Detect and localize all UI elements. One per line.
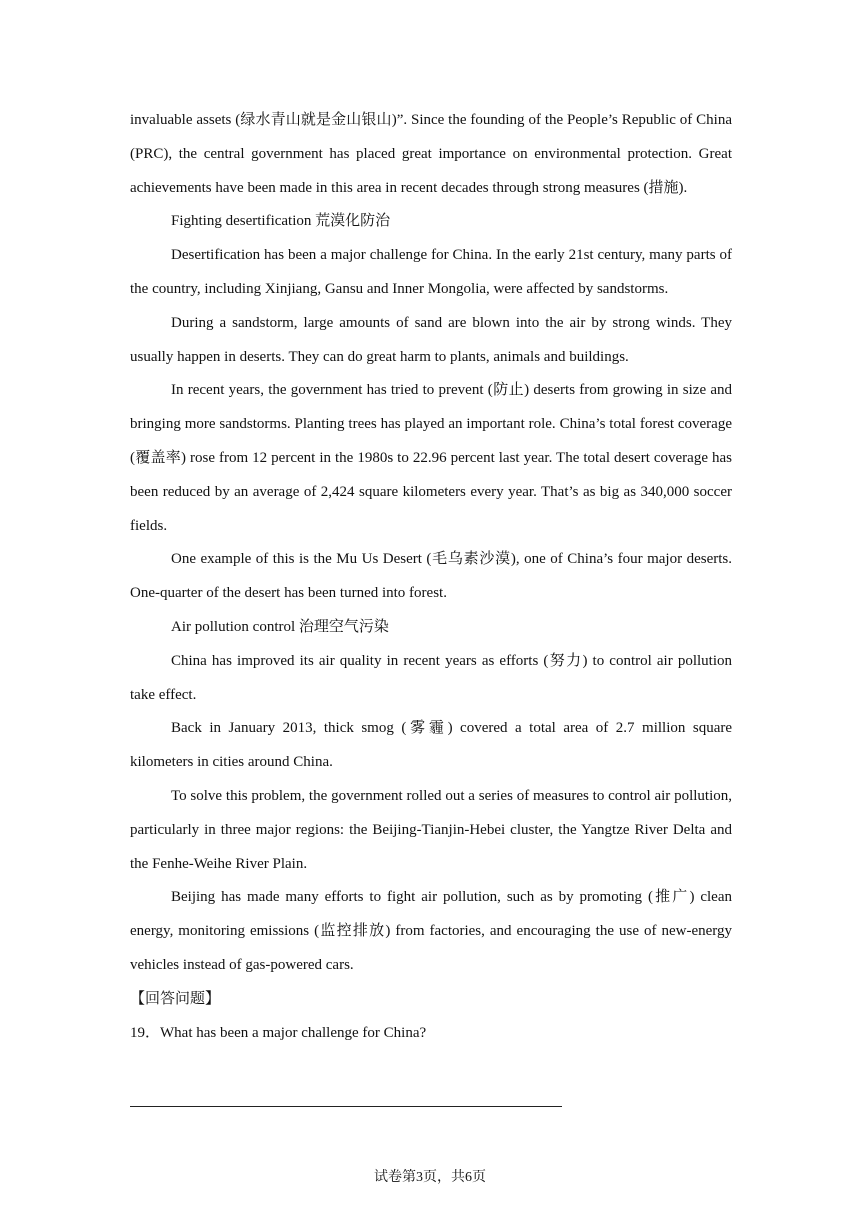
paragraph: In recent years, the government has tried to prevent (防止) deserts from growing in size and bringing more sandstorms. Planting trees has played an important role. China’s total forest coverage (覆盖率) rose from 12 percent in the 1980s to 22.96 percent last year. The total desert coverage has been reduced by an average of 2,424 square kilometers every year. That’s as big as 340,000 soccer fields. [130, 382, 732, 534]
paragraph: To solve this problem, the government rolled out a series of measures to control air pollution, particularly in three major regions: the Beijing-Tianjin-Hebei cluster, the Yangtze River Delta and the Fenhe-Weihe River Plain. [130, 787, 732, 872]
page-footer: 试卷第3页，共6页 [374, 1170, 486, 1185]
paragraph: Desertification has been a major challenge for China. In the early 21st century, many parts of the country, including Xinjiang, Gansu and Inner Mongolia, were affected by sandstorms. [130, 247, 732, 297]
paragraph: Beijing has made many efforts to fight air pollution, such as by promoting (推广) clean energy, monitoring emissions (监控排放) from factories, and encouraging the use of new-energy vehicles instead of gas-powered cars. [130, 889, 732, 973]
answer-line[interactable] [130, 1106, 562, 1107]
paragraph: One example of this is the Mu Us Desert (毛乌素沙漠), one of China’s four major deserts. One-quarter of the desert has been turned into forest. [130, 551, 732, 602]
document-body [130, 104, 732, 1050]
section-title: 【回答问题】 [130, 990, 221, 1007]
paragraph-intro: invaluable assets (绿水青山就是金山银山)”. Since the founding of the People’s Republic of China (PRC), the central government has placed great importance on environmental protection. Great achievements have been made in this area in recent decades through strong measures (措施). [130, 112, 732, 196]
subheading-desertification: Fighting desertification 荒漠化防治 [171, 213, 391, 230]
subheading-air-pollution: Air pollution control 治理空气污染 [171, 618, 389, 635]
question-19: 19．What has been a major challenge for China? [130, 1024, 427, 1041]
paragraph: During a sandstorm, large amounts of sand are blown into the air by strong winds. They usually happen in deserts. They can do great harm to plants, animals and buildings. [130, 314, 732, 365]
paragraph: Back in January 2013, thick smog (雾霾) covered a total area of 2.7 million square kilometers in cities around China. [130, 720, 732, 771]
paragraph: China has improved its air quality in recent years as efforts (努力) to control air pollution take effect. [130, 652, 732, 703]
